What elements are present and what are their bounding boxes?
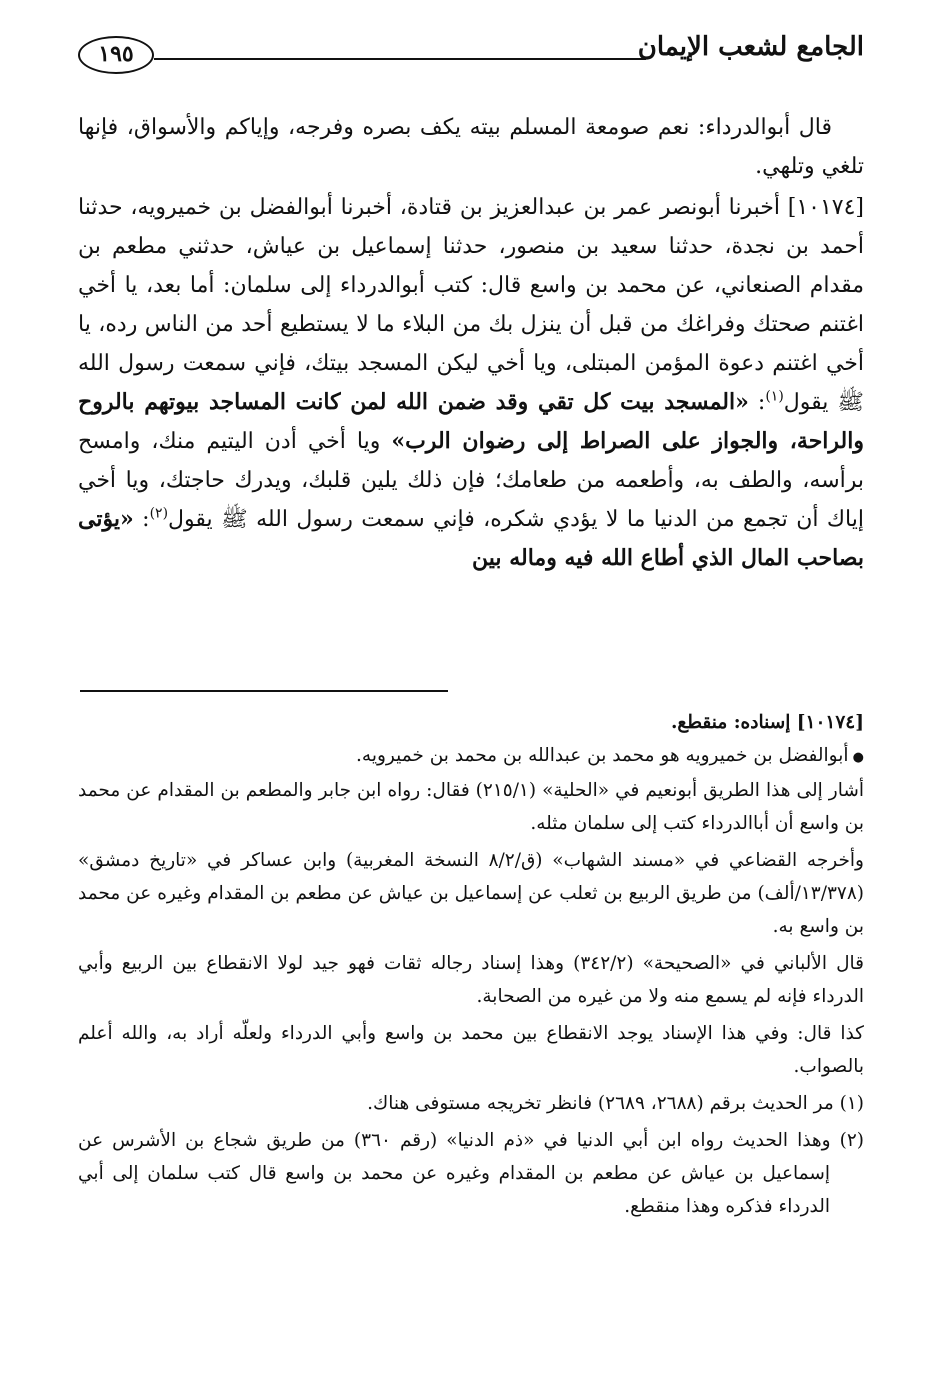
- note-bullet: ● أبوالفضل بن خميرويه هو محمد بن عبدالله بن محمد بن خميرويه.: [78, 739, 864, 774]
- colon-separator: :: [748, 390, 766, 415]
- narration-chain-text: [١٠١٧٤] أخبرنا أبونصر عمر بن عبدالعزيز بن قتادة، أخبرنا أبوالفضل بن خميرويه، حدثنا أحمد بن نجدة، حدثنا سعيد بن منصور، حدثنا إسماعيل بن عياش، حدثني مطعم بن مقدام الصنعاني، عن محمد بن واسع قال: كتب أبوالدرداء إلى سلمان: أما بعد، يا أخي اغتنم صحتك وفراغك من قبل أن ينزل بك من البلاء ما لا يستطيع أحد من الناس رده، يا أخي اغتنم دعوة المؤمن المبتلى، ويا أخي ليكن المسجد بيتك، فإني سمعت رسول الله ﷺ يقول: [78, 195, 864, 415]
- hadith-quote-mosque: «المسجد بيت كل تقي وقد ضمن الله لمن كانت المساجد بيوتهم بالروح والراحة، والجواز على الصراط إلى رضوان الرب»: [78, 389, 864, 454]
- header-rule: [154, 58, 646, 60]
- note-albani: قال الألباني في «الصحيحة» (٣٤٢/٢) وهذا إسناد رجاله ثقات فهو جيد لولا الانقطاع بين الربيع وأبي الدرداء فإنه لم يسمع منه ولا من غيره من الصحابة.: [78, 953, 864, 1007]
- paragraph-abu-darda-saying: قال أبوالدرداء: نعم صومعة المسلم بيته يكف بصره وفرجه، وإياكم والأسواق، فإنها تلغي وتلهي.: [78, 115, 864, 179]
- note-comment: كذا قال: وفي هذا الإسناد يوجد الانقطاع بين محمد بن واسع وأبي الدرداء ولعلّه أراد به، والله أعلم بالصواب.: [78, 1023, 864, 1077]
- running-title: الجامع لشعب الإيمان: [637, 32, 864, 62]
- note-quda-i: وأخرجه القضاعي في «مسند الشهاب» (ق/٨/٢ النسخة المغربية) وابن عساكر في «تاريخ دمشق» (١٣/٣٧٨/ألف) من طريق الربيع بن ثعلب عن إسماعيل بن عياش عن مطعم بن المقدام وغيره عن محمد بن واسع به.: [78, 850, 864, 937]
- footnote-1: (١) مر الحديث برقم (٢٦٨٨، ٢٦٨٩) فانظر تخريجه مستوفى هناك.: [367, 1093, 864, 1114]
- footnote-separator: [80, 690, 448, 692]
- note-hilya: أشار إلى هذا الطريق أبونعيم في «الحلية» (٢١٥/١) فقال: رواه ابن جابر والمطعم بن المقدام عن محمد بن واسع أن أباالدرداء كتب إلى سلمان مثله.: [78, 780, 864, 834]
- footnote-2: (٢) وهذا الحديث رواه ابن أبي الدنيا في «ذم الدنيا» (رقم ٣٦٠) من طريق شجاع بن الأشرس عن إسماعيل بن عياش عن مطعم بن المقدام وغيره عن محمد بن واسع قال كتب سلمان إلى أبي الدرداء فذكره وهذا منقطع.: [78, 1130, 864, 1217]
- main-text: [78, 108, 864, 578]
- colon-separator: :: [133, 507, 150, 532]
- page-number: ١٩٥: [78, 36, 154, 74]
- notes-section: [78, 706, 864, 1223]
- footnote-marker-2[interactable]: (٢): [149, 505, 169, 522]
- footnote-marker-1[interactable]: (١): [765, 388, 784, 405]
- hadith-quote-wealth: «يؤتى بصاحب المال الذي أطاع الله فيه وماله بين: [78, 506, 864, 571]
- note-heading: [١٠١٧٤] إسناده: منقطع.: [670, 712, 864, 733]
- narration-continuation: ويا أخي أدن اليتيم منك، وامسح برأسه، والطف به، وأطعمه من طعامك؛ فإن ذلك يلين قلبك، ويدرك حاجتك، ويا أخي إياك أن تجمع من الدنيا ما لا يؤدي شكره، فإني سمعت رسول الله ﷺ يقول: [78, 429, 864, 532]
- page-header: [78, 28, 864, 88]
- paragraph-hadith-10174: [78, 188, 864, 578]
